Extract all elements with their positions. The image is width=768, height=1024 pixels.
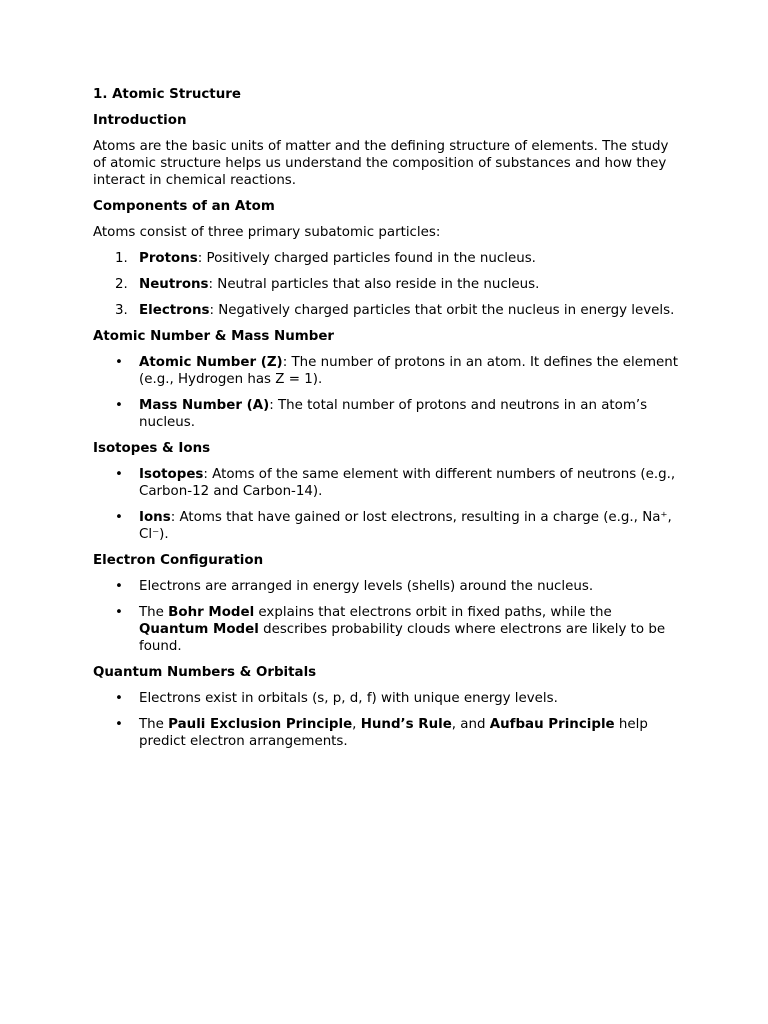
- term: Pauli Exclusion Principle: [168, 717, 353, 732]
- components-heading: Components of an Atom: [93, 199, 275, 214]
- definition: : Atoms that have gained or lost electrons, resulting in a charge (e.g., Na⁺, Cl⁻).: [139, 510, 672, 542]
- list-text: The: [139, 605, 169, 620]
- intro-heading: Introduction: [93, 113, 187, 128]
- list-item: [93, 578, 683, 595]
- term: Electrons: [139, 303, 210, 318]
- list-text: explains that electrons orbit in fixed paths, while the: [254, 605, 612, 620]
- definition: : The total number of protons and neutrons in an atom’s nucleus.: [139, 398, 648, 430]
- isotopes-list: [93, 466, 683, 543]
- list-text: help predict electron arrangements.: [139, 717, 648, 749]
- bullet-icon: •: [115, 691, 123, 706]
- list-text: , and: [451, 717, 490, 732]
- document-page: [93, 86, 683, 759]
- term: Quantum Model: [139, 622, 259, 637]
- term: Mass Number (A): [139, 398, 270, 413]
- term: Bohr Model: [168, 605, 255, 620]
- list-item: [93, 302, 683, 319]
- quantum-list: [93, 690, 683, 750]
- bullet-icon: •: [115, 355, 123, 370]
- list-text: ,: [352, 717, 361, 732]
- bullet-icon: •: [115, 467, 123, 482]
- isotopes-heading: Isotopes & Ions: [93, 441, 211, 456]
- bullet-icon: •: [115, 510, 123, 525]
- document-title: 1. Atomic Structure: [93, 87, 241, 102]
- term: Ions: [139, 510, 171, 525]
- bullet-icon: •: [115, 579, 123, 594]
- list-item: [93, 276, 683, 293]
- list-item: [93, 354, 683, 388]
- intro-paragraph: Atoms are the basic units of matter and the defining structure of elements. The study of atomic structure helps us understand the composition of substances and how they interact in chemical reactions.: [93, 139, 669, 188]
- bullet-icon: •: [115, 398, 123, 413]
- list-text: Electrons exist in orbitals (s, p, d, f) with unique energy levels.: [139, 691, 558, 706]
- list-text: describes probability clouds where electrons are likely to be found.: [139, 622, 666, 654]
- atomic-number-heading: Atomic Number & Mass Number: [93, 329, 334, 344]
- electron-config-list: [93, 578, 683, 655]
- atomic-number-list: [93, 354, 683, 431]
- list-text: The: [139, 717, 169, 732]
- list-item: [93, 716, 683, 750]
- list-item: [93, 466, 683, 500]
- list-number: 2.: [115, 277, 128, 292]
- definition: : Neutral particles that also reside in the nucleus.: [208, 277, 540, 292]
- list-number: 1.: [115, 251, 128, 266]
- term: Isotopes: [139, 467, 204, 482]
- term: Protons: [139, 251, 198, 266]
- definition: : Negatively charged particles that orbit the nucleus in energy levels.: [209, 303, 675, 318]
- term: Hund’s Rule: [360, 717, 452, 732]
- list-number: 3.: [115, 303, 128, 318]
- definition: : Atoms of the same element with different numbers of neutrons (e.g., Carbon-12 and Carbon-14).: [139, 467, 676, 499]
- bullet-icon: •: [115, 605, 123, 620]
- list-text: Electrons are arranged in energy levels (shells) around the nucleus.: [139, 579, 594, 594]
- list-item: [93, 509, 683, 543]
- components-list: [93, 250, 683, 319]
- components-lead: Atoms consist of three primary subatomic particles:: [93, 225, 441, 240]
- definition: : The number of protons in an atom. It defines the element (e.g., Hydrogen has Z = 1).: [139, 355, 679, 387]
- definition: : Positively charged particles found in the nucleus.: [197, 251, 536, 266]
- term: Aufbau Principle: [489, 717, 615, 732]
- list-item: [93, 690, 683, 707]
- term: Neutrons: [139, 277, 209, 292]
- bullet-icon: •: [115, 717, 123, 732]
- quantum-heading: Quantum Numbers & Orbitals: [93, 665, 317, 680]
- electron-config-heading: Electron Configuration: [93, 553, 264, 568]
- term: Atomic Number (Z): [139, 355, 283, 370]
- list-item: [93, 604, 683, 655]
- list-item: [93, 397, 683, 431]
- list-item: [93, 250, 683, 267]
